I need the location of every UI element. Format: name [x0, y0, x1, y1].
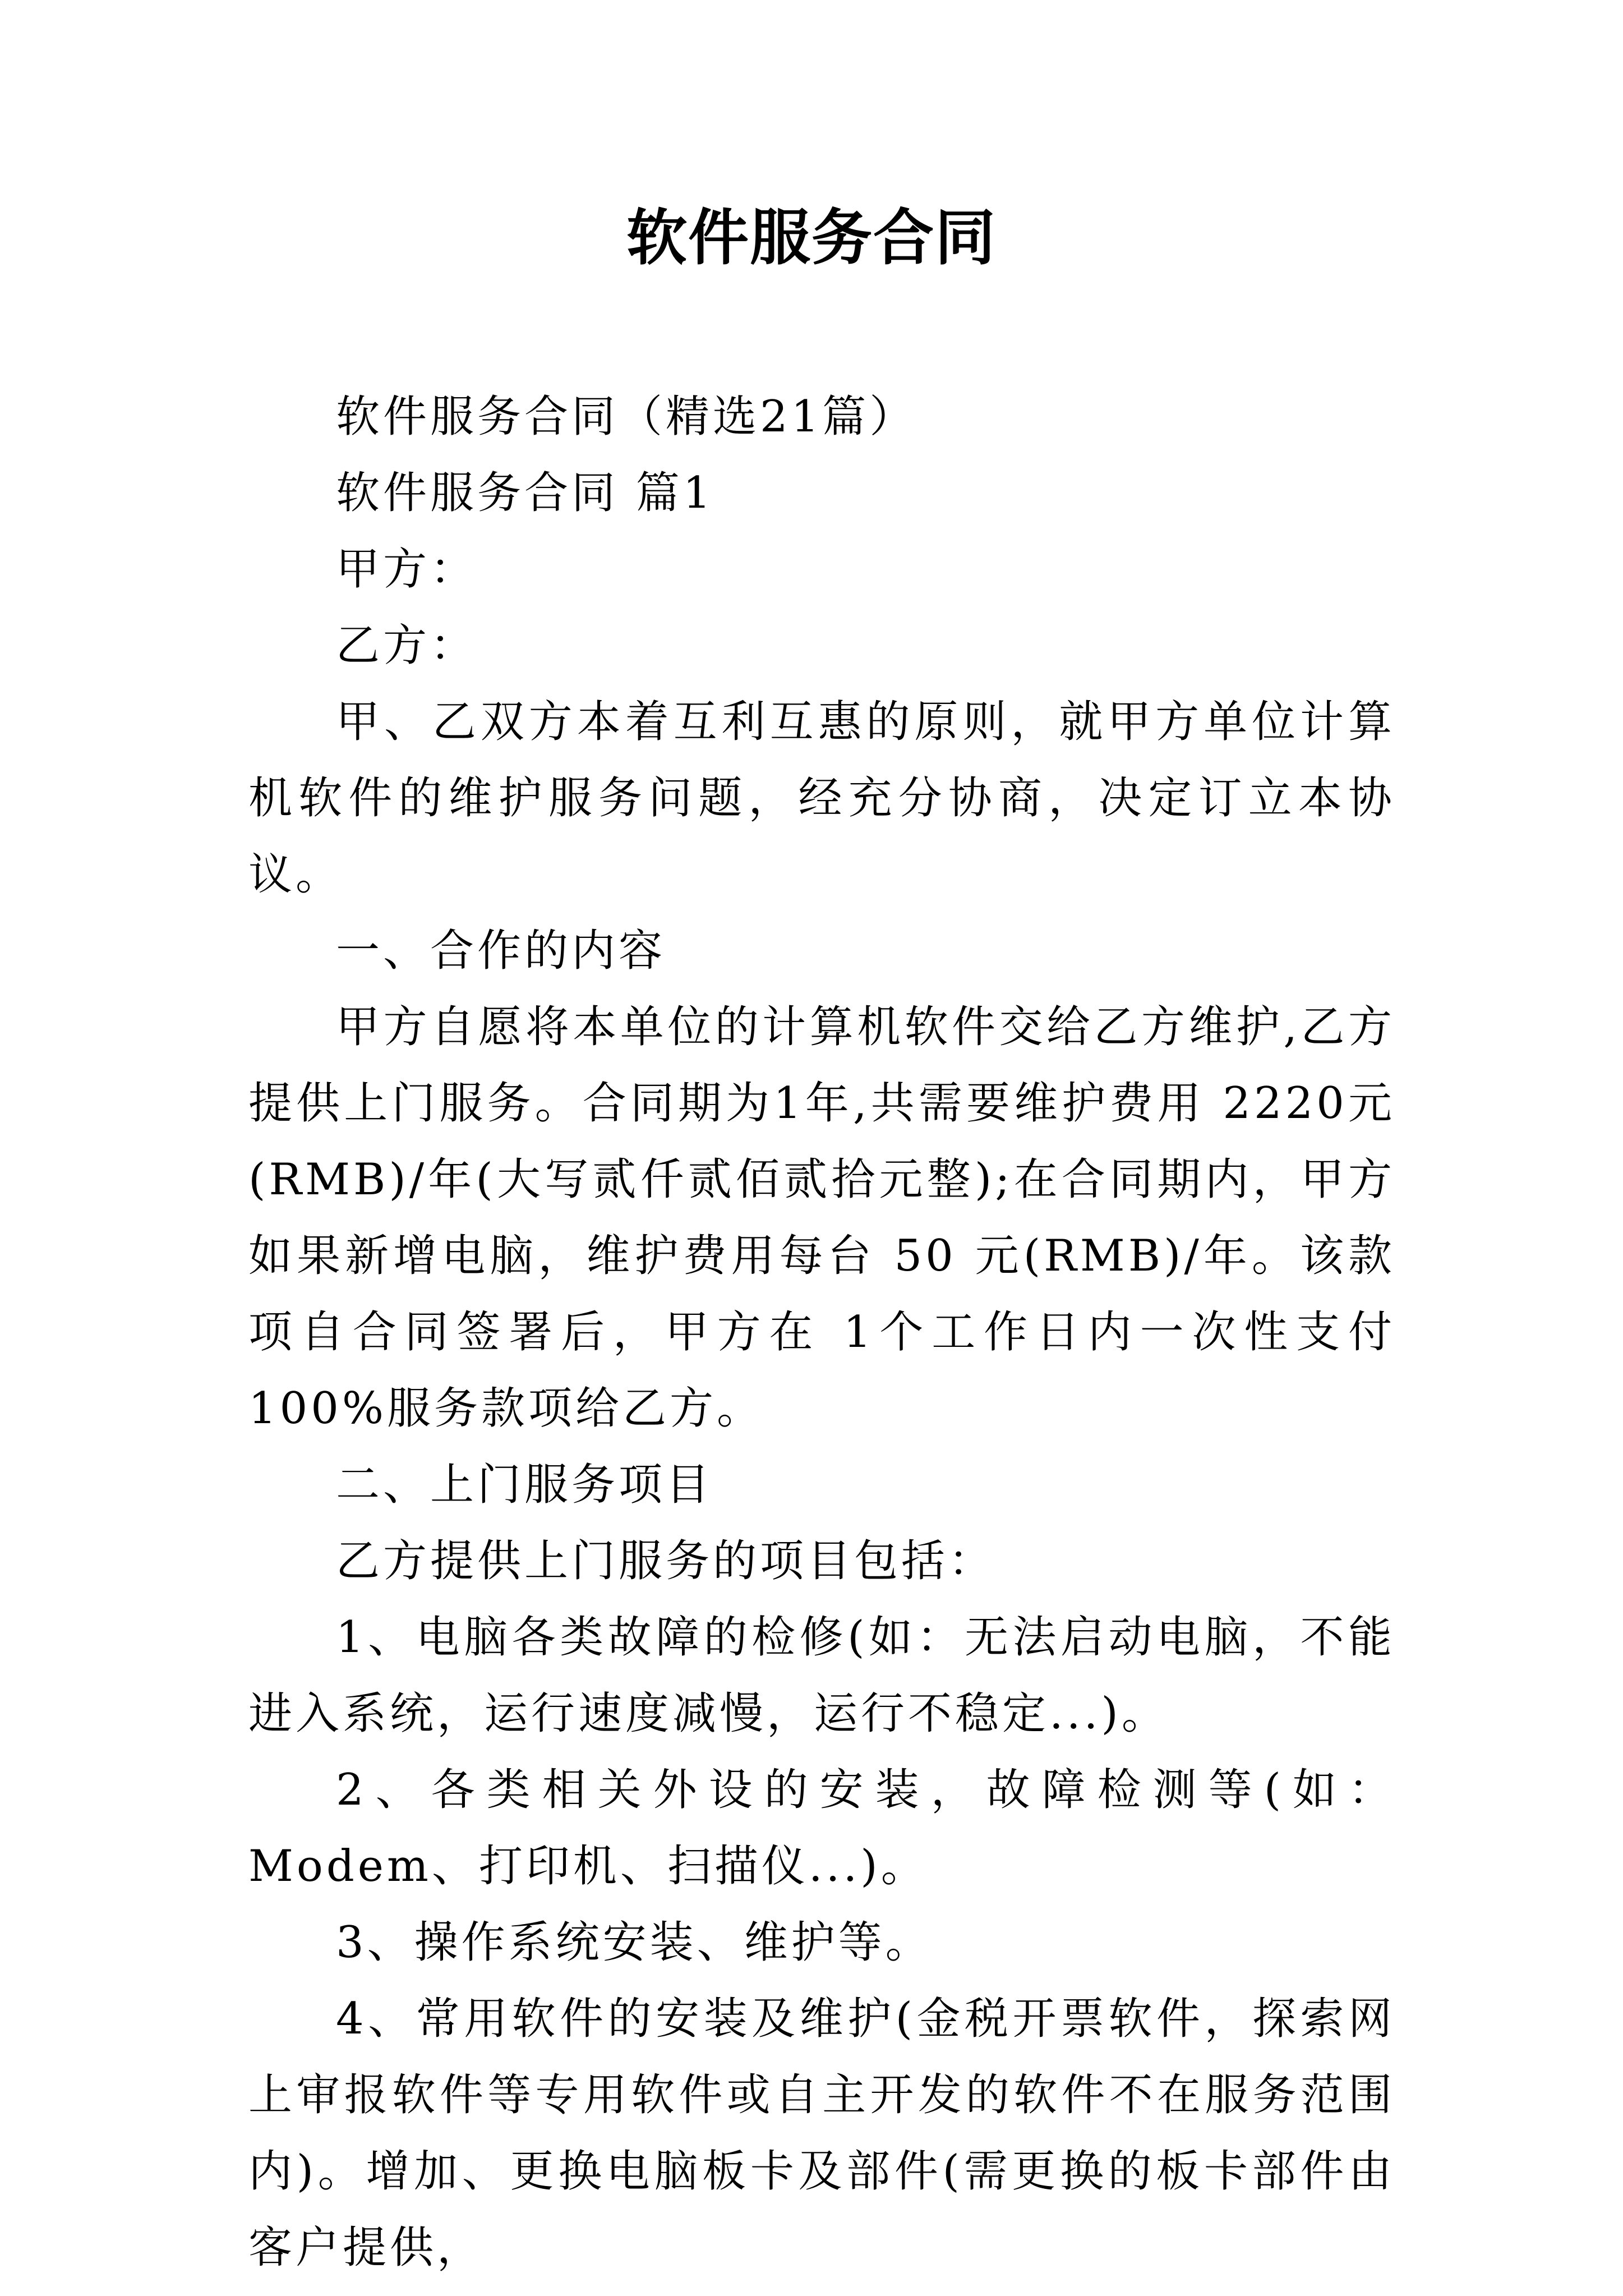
paragraph-part-heading: 软件服务合同 篇1 [336, 468, 714, 518]
section-heading-onsite-service: 二、上门服务项目 [336, 1460, 713, 1510]
paragraph-collection-title: 软件服务合同（精选21篇） [336, 392, 917, 442]
document-title: 软件服务合同 [626, 203, 997, 273]
list-item: 1、电脑各类故障的检修(如：无法启动电脑，不能进入系统，运行速度减慢，运行不稳定...)。 [248, 1612, 1395, 1739]
paragraph-service-intro: 乙方提供上门服务的项目包括： [336, 1536, 996, 1586]
paragraph-preamble: 甲、乙双方本着互利互惠的原则，就甲方单位计算机软件的维护服务问题，经充分协商，决定订立本协议。 [248, 697, 1395, 900]
list-item: 3、操作系统安装、维护等。 [336, 1917, 933, 1968]
list-item: 4、常用软件的安装及维护(金税开票软件，探索网上审报软件等专用软件或自主开发的软件不在服务范围内)。增加、更换电脑板卡及部件(需更换的板卡部件由客户提供， [248, 1994, 1395, 2273]
paragraph-cooperation-terms: 甲方自愿将本单位的计算机软件交给乙方维护,乙方提供上门服务。合同期为1年,共需要维护费用 2220元(RMB)/年(大写贰仟贰佰贰拾元整);在合同期内，甲方如果新增电脑，维护费用每台 50 元(RMB)/年。该款项自合同签署后，甲方在 1个工作日内一次性支付100%服务款项给乙方。 [248, 1002, 1395, 1434]
paragraph-party-b: 乙方： [336, 620, 478, 671]
list-item: 2、各类相关外设的安装，故障检测等(如：Modem、打印机、扫描仪...)。 [248, 1765, 1395, 1892]
section-heading-cooperation: 一、合作的内容 [336, 926, 666, 976]
document-body [248, 379, 1395, 2286]
paragraph-party-a: 甲方： [336, 544, 478, 595]
